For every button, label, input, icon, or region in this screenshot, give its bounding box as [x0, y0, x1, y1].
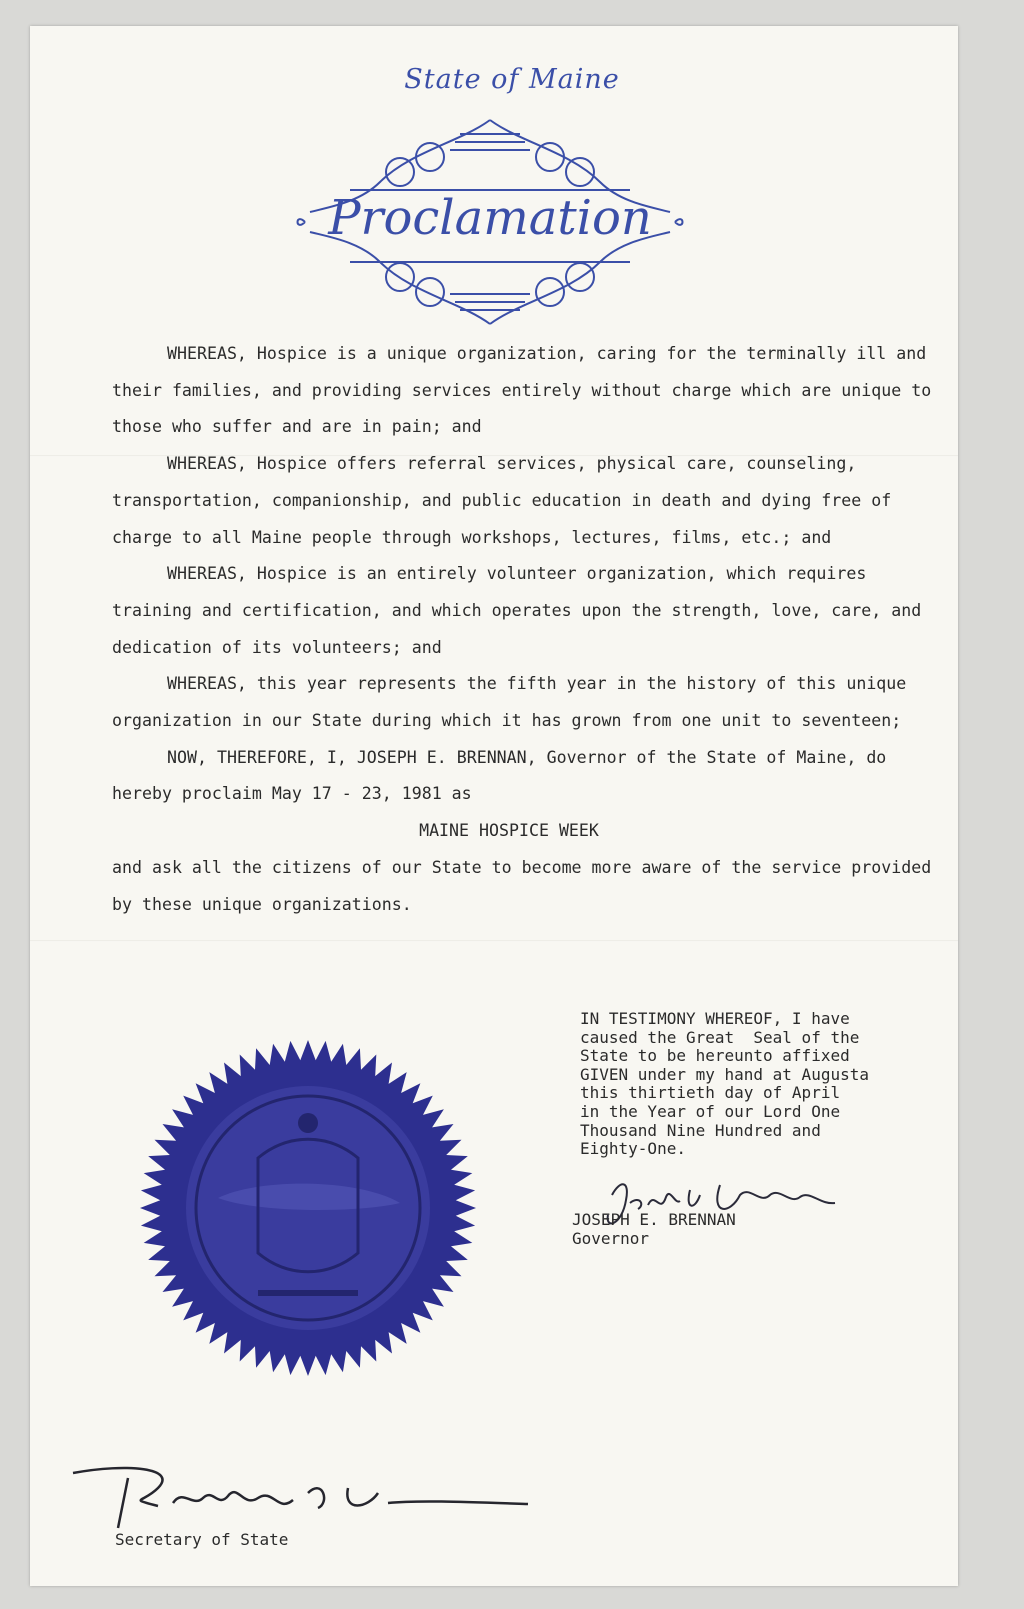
proclaimed-week-title: MAINE HOSPICE WEEK	[419, 821, 599, 841]
testimony-line: in the Year of our Lord One	[580, 1101, 841, 1121]
proclamation-title: Proclamation	[328, 190, 652, 246]
whereas-paragraph: WHEREAS, this year represents the fifth year in the history of this unique organization in our State during which it has grown from one unit to seventeen;	[112, 674, 907, 731]
governor-title: Governor	[572, 1229, 650, 1248]
whereas-paragraph: WHEREAS, Hospice is an entirely volunteer organization, which requires training and certification, and which operates upon the strength, love, care, and dedication of its volunteers; and	[112, 564, 922, 657]
testimony-line: GIVEN under my hand at Augusta	[580, 1064, 869, 1084]
great-seal-of-maine	[138, 1038, 478, 1378]
governor-block	[572, 1210, 872, 1248]
whereas-paragraph: WHEREAS, Hospice offers referral services, physical care, counseling, transportation, companionship, and public education in death and dying free of charge to all Maine people through workshops, lectures, films, etc.; and	[112, 454, 892, 547]
testimony-line: this thirtieth day of April	[580, 1083, 841, 1103]
therefore-paragraph: NOW, THEREFORE, I, JOSEPH E. BRENNAN, Governor of the State of Maine, do hereby proclaim May 17 - 23, 1981 as	[112, 747, 887, 804]
testimony-line: IN TESTIMONY WHEREOF, I have	[580, 1009, 850, 1028]
closing-paragraph: and ask all the citizens of our State to become more aware of the service provided by these unique organizations.	[112, 857, 932, 914]
testimony-line: State to be hereunto affixed	[580, 1046, 850, 1066]
governor-name: JOSEPH E. BRENNAN	[572, 1210, 736, 1229]
testimony-block	[580, 1010, 940, 1159]
state-of-maine-heading: State of Maine	[404, 64, 620, 95]
testimony-line: Eighty-One.	[580, 1139, 686, 1159]
proclamation-body	[112, 336, 942, 923]
whereas-paragraph: WHEREAS, Hospice is a unique organization, caring for the terminally ill and their families, and providing services entirely without charge which are unique to those who suffer and are in pain; and	[112, 344, 932, 437]
secretary-of-state-label: Secretary of State	[115, 1530, 289, 1549]
paper-fold	[30, 940, 958, 942]
testimony-line: Thousand Nine Hundred and	[580, 1120, 821, 1140]
testimony-line: caused the Great Seal of the	[580, 1027, 860, 1047]
